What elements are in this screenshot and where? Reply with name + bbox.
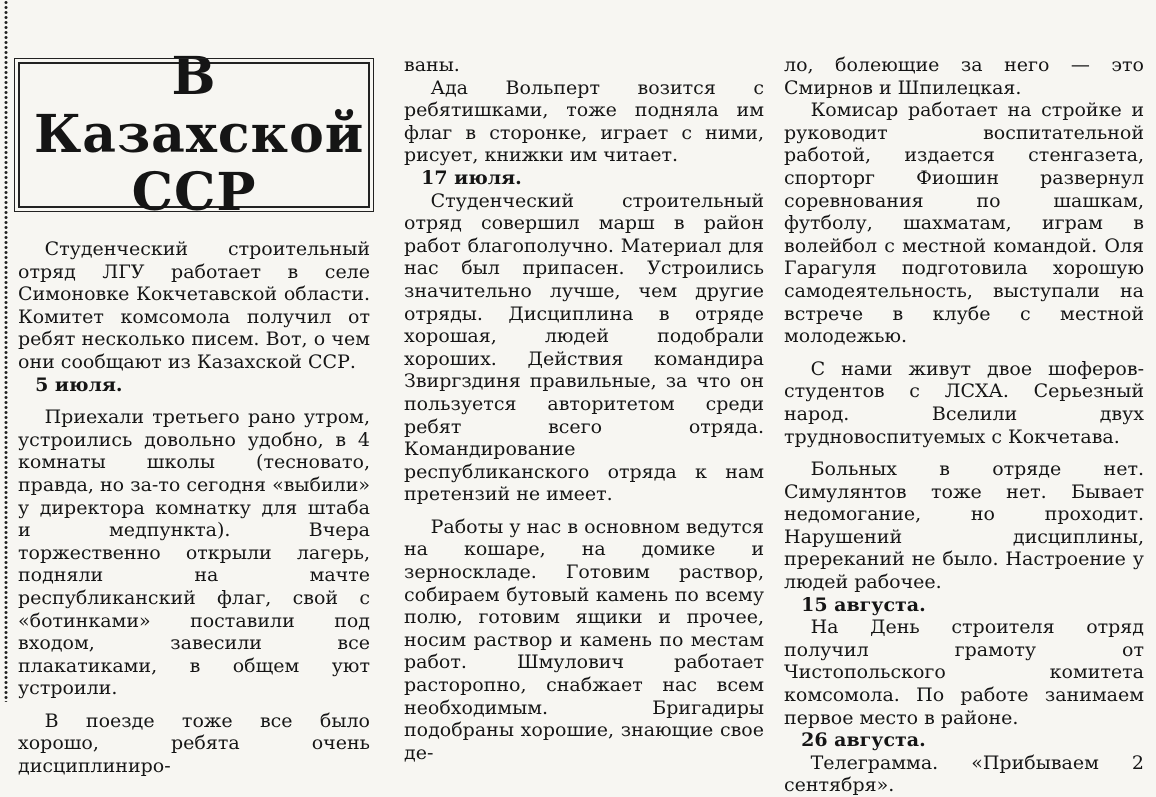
- column-3: [784, 54, 1144, 797]
- date-heading: 5 июля.: [35, 373, 123, 396]
- date-heading: 17 июля.: [421, 166, 522, 189]
- paragraph-continuation: ваны.: [404, 54, 460, 76]
- paragraph: Студенческий строительный отряд ЛГУ работает в селе Симоновке Кокчетавской области. Комитет комсомола получил от ребят несколько писем. Вот, о чем они сообщают из Казахской ССР.: [18, 238, 370, 373]
- paragraph: Студенческий строительный отряд совершил марш в район работ благополучно. Материал для нас был припасен. Устроились значительно лучше, чем другие отряды. Дисциплина в отряде хорошая, людей подобрали хороших. Действия командира Звиргздиня правильные, за что он пользуется авторитетом среди ребят всего отряда. Командирование республиканского отряда к нам претензий не имеет.: [404, 189, 764, 506]
- paragraph: Приехали третьего рано утром, устроились довольно удобно, в 4 комнаты школы (тесновато, правда, но за-то сегодня «выбили» у директора комнатку для штаба и медпункта). Вчера торжественно открыли лагерь, подняли на мачте республиканский флаг, свой с «ботинками» поставили под входом, завесили все плакатиками, в общем уют устроили.: [18, 406, 370, 700]
- paragraph: В поезде тоже все было хорошо, ребята очень дисциплиниро-: [18, 709, 370, 778]
- paragraph: Ада Вольперт возится с ребятишками, тоже подняла им флаг в сторонке, играет с ними, рисует, книжки им читает.: [404, 76, 764, 167]
- column-1: [18, 0, 370, 778]
- paragraph: Комисар работает на стройке и руководит воспитательной работой, издается стенгазета, спорторг Фиошин развернул соревнования по шашкам, футболу, шахматам, играм в волейбол с местной командой. Оля Гарагуля подготовила хорошую самодеятельность, выступали на встрече в клубе с местной молодежью.: [784, 99, 1144, 348]
- headline: В Казахской ССР: [34, 46, 365, 223]
- dotted-border: [4, 0, 8, 702]
- paragraph: Больных в отряде нет. Симулянтов тоже нет. Бывает недомогание, но проходит. Нарушений дисциплины, пререканий не было. Настроение у людей рабочее.: [784, 458, 1144, 594]
- paragraph: Работы у нас в основном ведутся на кошаре, на домике и зерноскладе. Готовим раствор, собираем бутовый камень по всему полю, готовим ящики и прочее, носим раствор и камень по местам работ. Шмулович работает расторопно, снабжает нас всем необходимым. Бригадиры подобраны хорошие, знающие свое де-: [404, 515, 764, 764]
- paragraph: На День строителя отряд получил грамоту от Чистопольского комитета комсомола. По работе занимаем первое место в районе.: [784, 616, 1144, 729]
- headline-box: [18, 46, 370, 223]
- date-heading: 26 августа.: [801, 729, 926, 752]
- paragraph: Телеграмма. «Прибываем 2 сентября».: [784, 751, 1144, 797]
- column-2: [404, 54, 764, 764]
- date-heading: 15 августа.: [801, 593, 926, 616]
- paragraph: С нами живут двое шоферов-студентов с ЛСХА. Серьезный народ. Вселили двух трудновоспитуемых с Кокчетава.: [784, 357, 1144, 448]
- paragraph-continuation: ло, болеющие за него — это Смирнов и Шпилецкая.: [784, 54, 1144, 99]
